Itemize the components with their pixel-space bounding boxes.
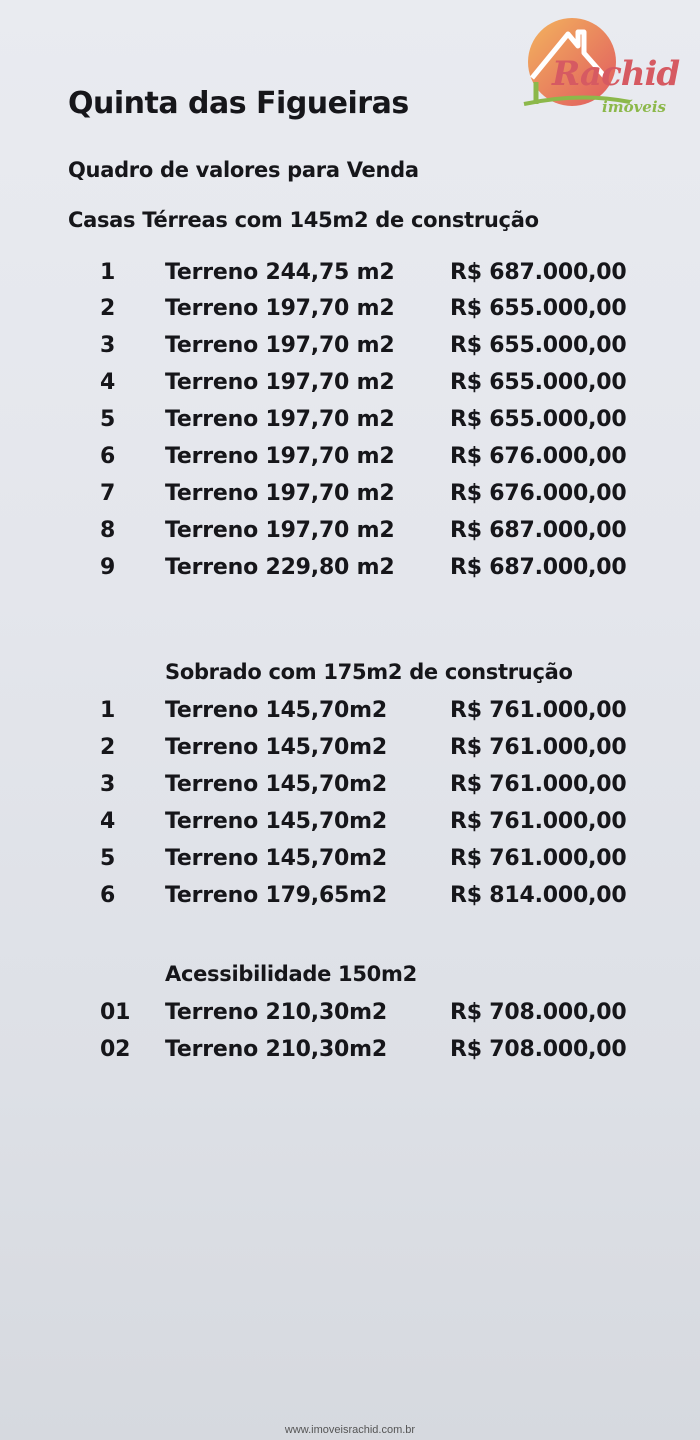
table-row [0,772,700,806]
table-row [0,260,700,294]
table-row [0,698,700,732]
row-price: R$ 708.000,00 [450,1000,627,1025]
row-number: 4 [100,809,116,834]
table-row [0,735,700,769]
table-row [0,846,700,880]
row-terreno: Terreno 197,70 m2 [165,444,395,469]
row-terreno: Terreno 145,70m2 [165,772,387,797]
row-price: R$ 708.000,00 [450,1037,627,1062]
row-price: R$ 687.000,00 [450,260,627,285]
section-heading-acessibilidade: Acessibilidade 150m2 [165,962,417,986]
row-terreno: Terreno 210,30m2 [165,1037,387,1062]
row-terreno: Terreno 197,70 m2 [165,407,395,432]
row-price: R$ 761.000,00 [450,772,627,797]
row-number: 3 [100,772,116,797]
section-heading-casas-terreas: Casas Térreas com 145m2 de construção [68,208,539,232]
row-number: 1 [100,260,116,285]
row-number: 6 [100,883,116,908]
row-number: 01 [100,1000,131,1025]
row-terreno: Terreno 197,70 m2 [165,370,395,395]
row-terreno: Terreno 145,70m2 [165,735,387,760]
row-price: R$ 761.000,00 [450,809,627,834]
row-price: R$ 761.000,00 [450,846,627,871]
table-row [0,333,700,367]
table-row [0,296,700,330]
row-number: 9 [100,555,116,580]
row-price: R$ 655.000,00 [450,370,627,395]
table-row [0,809,700,843]
row-price: R$ 761.000,00 [450,735,627,760]
row-number: 8 [100,518,116,543]
footer-url: www.imoveisrachid.com.br [284,1424,416,1436]
row-number: 4 [100,370,116,395]
row-terreno: Terreno 179,65m2 [165,883,387,908]
row-price: R$ 655.000,00 [450,296,627,321]
table-row [0,1000,700,1034]
row-terreno: Terreno 197,70 m2 [165,481,395,506]
row-number: 3 [100,333,116,358]
table-row [0,1037,700,1071]
page-subtitle: Quadro de valores para Venda [68,158,419,182]
row-price: R$ 761.000,00 [450,698,627,723]
row-terreno: Terreno 244,75 m2 [165,260,395,285]
row-price: R$ 655.000,00 [450,333,627,358]
row-terreno: Terreno 145,70m2 [165,846,387,871]
row-price: R$ 687.000,00 [450,518,627,543]
row-terreno: Terreno 197,70 m2 [165,296,395,321]
row-price: R$ 655.000,00 [450,407,627,432]
table-row [0,555,700,589]
table-row [0,444,700,478]
row-terreno: Terreno 210,30m2 [165,1000,387,1025]
row-price: R$ 687.000,00 [450,555,627,580]
section-heading-sobrado: Sobrado com 175m2 de construção [165,660,573,684]
table-row [0,407,700,441]
row-number: 7 [100,481,116,506]
row-number: 5 [100,407,116,432]
logo-subtitle: imóveis [602,98,666,116]
row-price: R$ 676.000,00 [450,444,627,469]
row-number: 02 [100,1037,131,1062]
row-price: R$ 814.000,00 [450,883,627,908]
row-terreno: Terreno 197,70 m2 [165,518,395,543]
row-number: 6 [100,444,116,469]
table-row [0,370,700,404]
row-number: 1 [100,698,116,723]
row-number: 5 [100,846,116,871]
row-price: R$ 676.000,00 [450,481,627,506]
table-row [0,883,700,917]
row-terreno: Terreno 229,80 m2 [165,555,395,580]
page-title: Quinta das Figueiras [68,86,409,121]
table-row [0,481,700,515]
row-number: 2 [100,735,116,760]
table-row [0,518,700,552]
row-number: 2 [100,296,116,321]
row-terreno: Terreno 145,70m2 [165,809,387,834]
logo-brand: Rachid [552,54,680,94]
row-terreno: Terreno 197,70 m2 [165,333,395,358]
row-terreno: Terreno 145,70m2 [165,698,387,723]
